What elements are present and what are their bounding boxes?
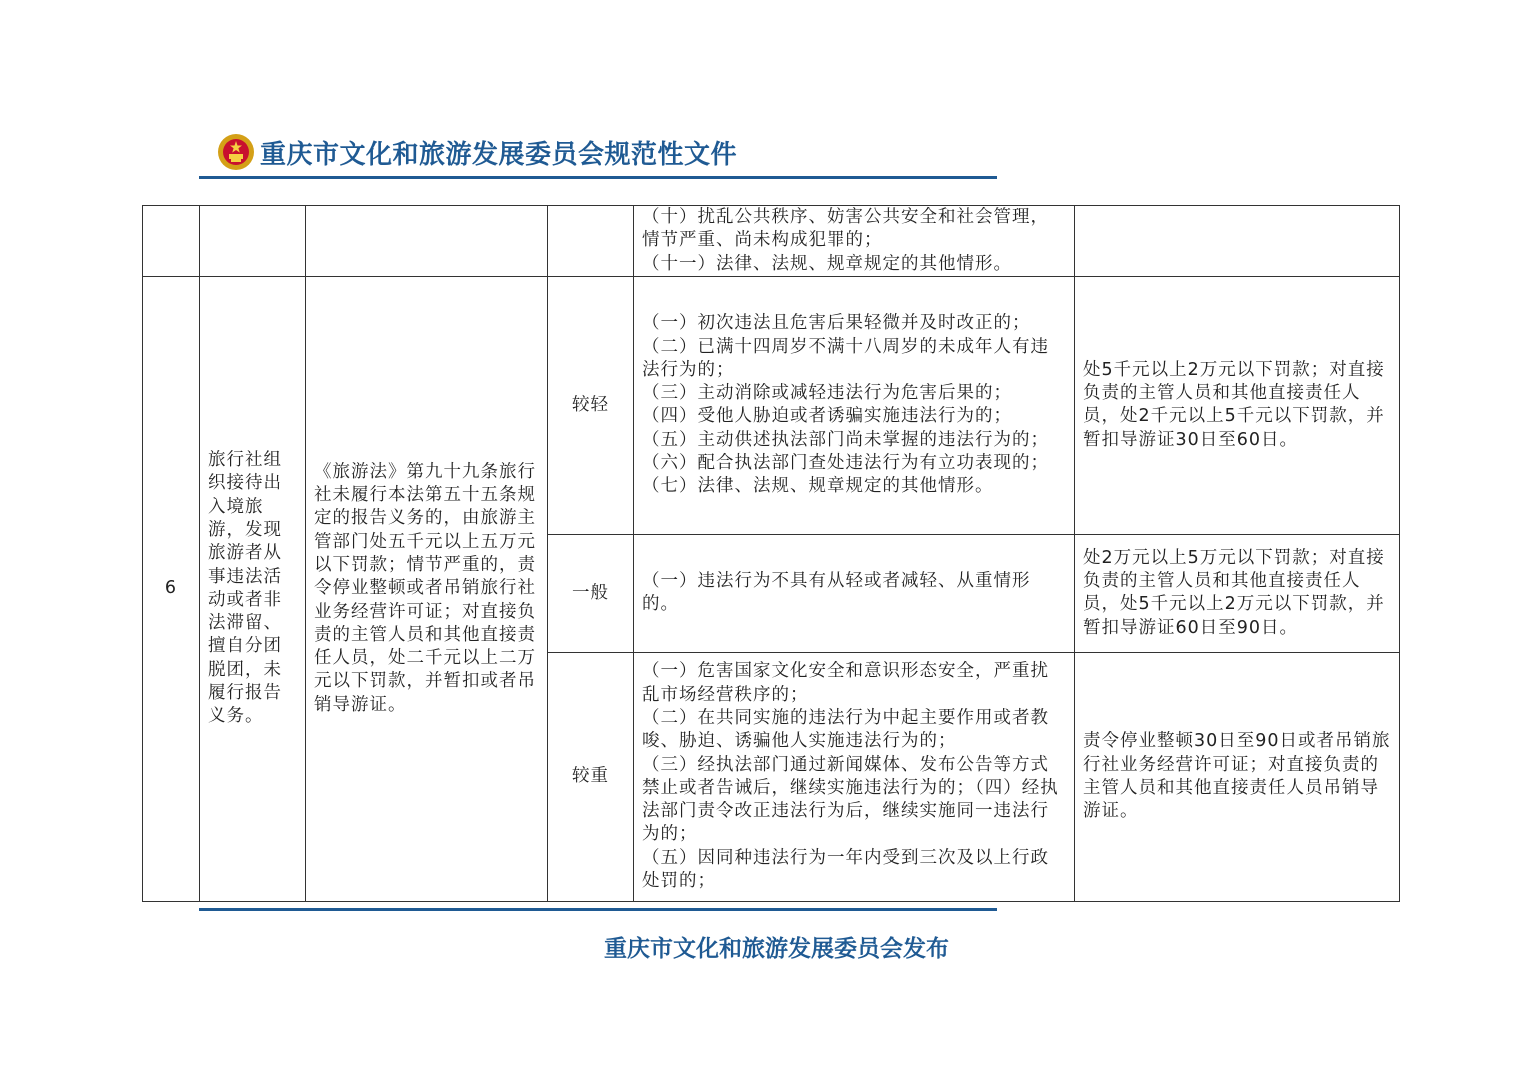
penalty-severe: 责令停业整顿30日至90日或者吊销旅行社业务经营许可证；对直接负责的主管人员和其他直接责任人员吊销导游证。 (1075, 652, 1400, 901)
document-header (216, 130, 737, 174)
cell-circumstances: （十）扰乱公共秩序、妨害公共安全和社会管理，情节严重、尚未构成犯罪的； （十一）法律、法规、规章规定的其他情形。 (634, 206, 1075, 277)
table-row-continuation (143, 206, 1400, 277)
penalty-light: 处5千元以上2万元以下罚款；对直接负责的主管人员和其他直接责任人员，处2千元以上5千元以下罚款，并暂扣导游证30日至60日。 (1075, 276, 1400, 534)
footer-rule (199, 908, 997, 911)
footer-publisher: 重庆市文化和旅游发展委员会发布 (604, 935, 949, 962)
circumstances-light: （一）初次违法且危害后果轻微并及时改正的； （二）已满十四周岁不满十八周岁的未成年人有违法行为的； （三）主动消除或减轻违法行为危害后果的； （四）受他人胁迫或者诱骗实施违法行为的； （五）主动供述执法部门尚未掌握的违法行为的； （六）配合执法部门查处违法行为有立功表现的； （七）法律、法规、规章规定的其他情形。 (634, 276, 1075, 534)
national-emblem-icon (216, 132, 256, 172)
penalty-table (142, 205, 1400, 902)
item-number: 6 (143, 276, 200, 901)
circumstances-severe: （一）危害国家文化安全和意识形态安全，严重扰乱市场经营秩序的； （二）在共同实施的违法行为中起主要作用或者教唆、胁迫、诱骗他人实施违法行为的； （三）经执法部门通过新闻媒体、发布公告等方式禁止或者告诫后，继续实施违法行为的；（四）经执法部门责令改正违法行为后，继续实施同一违法行为的； （五）因同种违法行为一年内受到三次及以上行政处罚的； (634, 652, 1075, 901)
cell-behavior-empty (200, 206, 306, 277)
cell-penalty-empty (1075, 206, 1400, 277)
legal-basis: 《旅游法》第九十九条旅行社未履行本法第五十五条规定的报告义务的，由旅游主管部门处五千元以上五万元以下罚款；情节严重的，责令停业整顿或者吊销旅行社业务经营许可证；对直接负责的主管人员和其他直接责任人员，处二千元以上二万元以下罚款，并暂扣或者吊销导游证。 (306, 276, 548, 901)
cell-level-empty (548, 206, 634, 277)
cell-basis-empty (306, 206, 548, 277)
circumstances-general: （一）违法行为不具有从轻或者减轻、从重情形的。 (634, 534, 1075, 652)
penalty-general: 处2万元以上5万元以下罚款；对直接负责的主管人员和其他直接责任人员，处5千元以上2万元以下罚款，并暂扣导游证60日至90日。 (1075, 534, 1400, 652)
header-title: 重庆市文化和旅游发展委员会规范性文件 (260, 139, 738, 170)
violation-behavior: 旅行社组织接待出入境旅游，发现旅游者从事违法活动或者非法滞留、擅自分团脱团，未履行报告义务。 (200, 276, 306, 901)
level-light: 较轻 (548, 276, 634, 534)
table-row (143, 276, 1400, 534)
cell-number-empty (143, 206, 200, 277)
level-severe: 较重 (548, 652, 634, 901)
level-general: 一般 (548, 534, 634, 652)
header-rule (199, 176, 997, 179)
